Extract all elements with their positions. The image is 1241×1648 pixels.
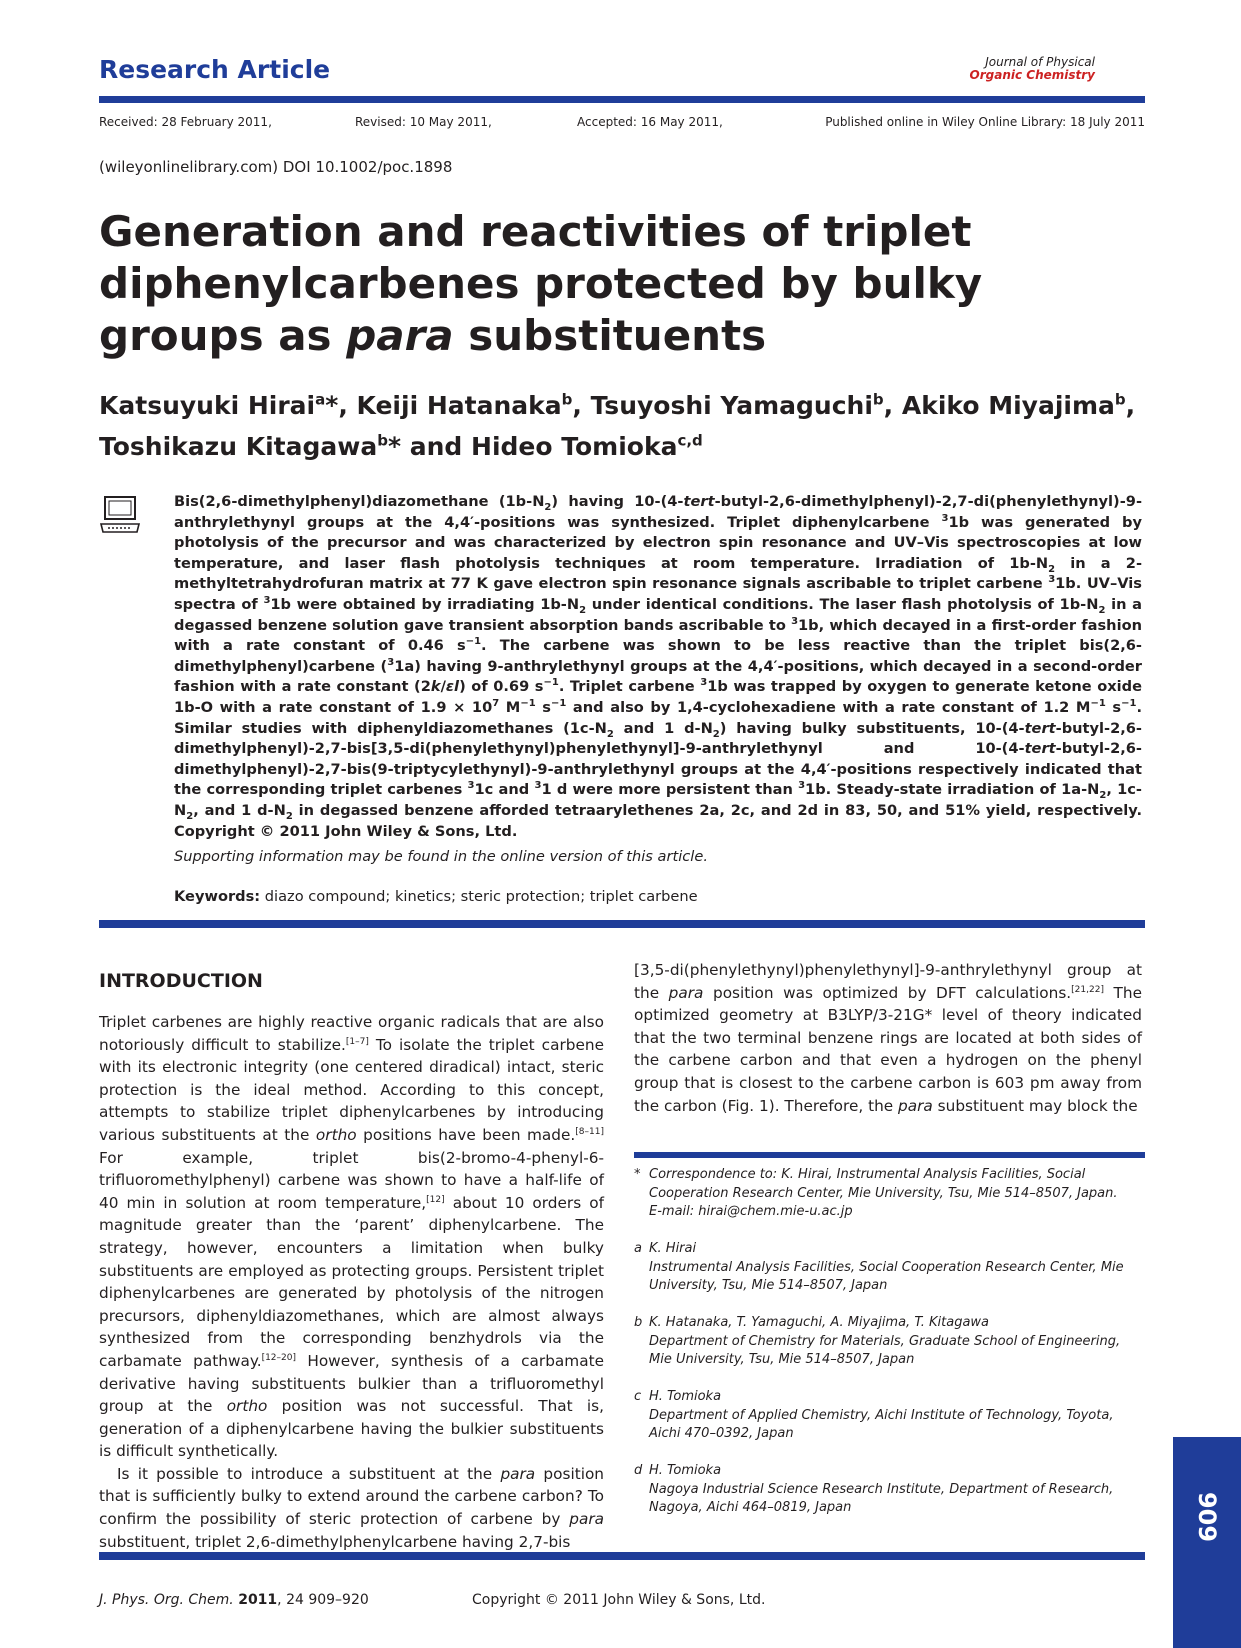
author: Katsuyuki Hirai$^a$*,	[99, 391, 357, 421]
abstract-rule	[99, 920, 1145, 928]
footnote	[634, 1388, 1144, 1444]
title-italic: para	[346, 311, 454, 360]
footnote	[634, 1166, 1144, 1222]
footer-journal: J. Phys. Org. Chem.	[99, 1592, 234, 1608]
section-heading: INTRODUCTION	[99, 970, 263, 992]
footnote-marker: c	[634, 1389, 642, 1404]
author-list	[99, 383, 1149, 464]
paragraph: Is it possible to introduce a substituent at the para position that is sufficiently bulky to extend around the carbene carbon? To confirm the possibility of steric protection of carbene by para substituent, triplet 2,6-dimethylphenylcarbene having 2,7-bis	[99, 1464, 604, 1551]
author: Hideo Tomioka$^{c,d}$	[471, 431, 703, 461]
footer-volume-pages: , 24 909–920	[277, 1592, 369, 1608]
footnote-marker: a	[634, 1241, 642, 1256]
title-part2: substituents	[453, 311, 767, 360]
supporting-info: Supporting information may be found in the online version of this article.	[174, 848, 708, 865]
footnote-text: H. Tomioka Department of Applied Chemistry, Aichi Institute of Technology, Toyota, Aichi 470–0392, Japan	[649, 1389, 1114, 1441]
keywords	[174, 888, 698, 905]
page-number-tab	[1173, 1437, 1241, 1648]
page-title	[99, 206, 1079, 362]
footnote-text: K. Hatanaka, T. Yamaguchi, A. Miyajima, T. Kitagawa Department of Chemistry for Materials, Graduate School of Engineering, Mie University, Tsu, Mie 514–8507, Japan	[649, 1315, 1121, 1367]
footnote	[634, 1314, 1144, 1370]
journal-logo-line1: Journal of Physical	[985, 55, 1095, 69]
section-label: Research Article	[99, 55, 331, 84]
paragraph: Triplet carbenes are highly reactive organic radicals that are also notoriously difficult to stabilize.[1–7] To isolate the triplet carbene with its electronic integrity (one centered diradical) intact, steric protection is the ideal method. According to this concept, attempts to stabilize triplet diphenylcarbenes by introducing various substituents at the ortho positions have been made.[8–11] For example, triplet bis(2-bromo-4-phenyl-6-trifluoromethylphenyl) carbene was shown to have a half-life of 40 min in solution at room temperature,[12] about 10 orders of magnitude greater than the ‘parent’ diphenylcarbene. The strategy, however, encounters a limitation when bulky substituents are employed as protecting groups. Persistent triplet diphenylcarbenes are generated by photolysis of the nitrogen precursors, diphenyldiazomethanes, which are almost always synthesized from the corresponding benzhydrols via the carbamate pathway.[12–20] However, synthesis of a carbamate derivative having substituents bulkier than a trifluoromethyl group at the ortho position was not successful. That is, generation of a diphenylcarbene having the bulkier substituents is difficult synthetically.	[99, 1013, 604, 1461]
author: Keiji Hatanaka$^b$,	[356, 391, 591, 421]
footnote	[634, 1240, 1144, 1296]
footnote-marker: d	[634, 1463, 643, 1478]
intro-left-column	[99, 1011, 604, 1553]
intro-right-column: [3,5-di(phenylethynyl)phenylethynyl]-9-anthrylethynyl group at the para position was optimized by DFT calculations.[21,22] The optimized geometry at B3LYP/3-21G* level of theory indicated that the two terminal benzene rings are located at both sides of the carbene carbon and that even a hydrogen on the phenyl group that is closest to the carbene carbon is 603 pm away from the carbon (Fig. 1). Therefore, the para substituent may block the	[634, 961, 1142, 1115]
keywords-label: Keywords:	[174, 888, 261, 905]
header-rule	[99, 96, 1145, 103]
footer-rule	[99, 1552, 1145, 1560]
author: Akiko Miyajima$^b$,	[901, 391, 1136, 421]
footnote-rule	[634, 1152, 1145, 1158]
received-date: Received: 28 February 2011,	[99, 115, 272, 129]
footer-citation	[99, 1592, 369, 1608]
doi: (wileyonlinelibrary.com) DOI 10.1002/poc.1898	[99, 158, 453, 176]
footnote-marker: *	[634, 1167, 641, 1182]
abstract-text: Bis(2,6-dimethylphenyl)diazomethane $(1b-N_2)$ having 10-(4-tert-butyl-2,6-dimethylphenyl)-2,7-di(phenylethynyl)-9-anthrylethynyl groups at the 4,4′-positions was synthesized. Triplet diphenylcarbene $^3$1b was generated by photolysis of the precursor and was characterized by electron spin resonance and UV–Vis spectroscopies at low temperature, and laser flash photolysis techniques at room temperature. Irradiation of $1b-N_2$ in a 2-methyltetrahydrofuran matrix at 77 K gave electron spin resonance signals ascribable to triplet carbene $^3$1b. UV–Vis spectra of $^3$1b were obtained by irradiating $1b-N_2$ under identical conditions. The laser flash photolysis of $1b-N_2$ in a degassed benzene solution gave transient absorption bands ascribable to $^3$1b, which decayed in a first-order fashion with a rate constant of 0.46 $s^{-1}$. The carbene was shown to be less reactive than the triplet bis(2,6-dimethylphenyl)carbene ($^3$1a) having 9-anthrylethynyl groups at the 4,4′-positions, which decayed in a second-order fashion with a rate constant (2k/εl) of 0.69 $s^{-1}$. Triplet carbene $^3$1b was trapped by oxygen to generate ketone oxide 1b-O with a rate constant of $1.9 \times 10^7$ $M^{-1}$ $s^{-1}$ and also by 1,4-cyclohexadiene with a rate constant of 1.2 $M^{-1}$ $s^{-1}$. Similar studies with diphenyldiazomethanes ($1c-N_2$ and 1 $d-N_2$) having bulky substituents, 10-(4-tert-butyl-2,6-dimethylphenyl)-2,7-bis[3,5-di(phenylethynyl)phenylethynyl]-9-anthrylethynyl and 10-(4-tert-butyl-2,6-dimethylphenyl)-2,7-bis(9-triptycylethynyl)-9-anthrylethynyl groups at the 4,4′-positions respectively indicated that the corresponding triplet carbenes $^3$1c and $^3$1 d were more persistent than $^3$1b. Steady-state irradiation of $1a-N_2$, $1c-N_2$, and 1 $d-N_2$ in degassed benzene afforded tetraarylethenes 2a, 2c, and 2d in 83, 50, and 51% yield, respectively. Copyright © 2011 John Wiley & Sons, Ltd.	[174, 493, 1142, 840]
footnote	[634, 1462, 1144, 1518]
keywords-list: diazo compound; kinetics; steric protection; triplet carbene	[264, 888, 698, 905]
footer-year: 2011	[238, 1592, 278, 1608]
footnote-text: H. Tomioka Nagoya Industrial Science Research Institute, Department of Research, Nagoya, Aichi 464–0819, Japan	[649, 1463, 1114, 1515]
title-part1: Generation and reactivities of triplet diphenylcarbenes protected by bulky groups as	[99, 207, 983, 360]
author: Tsuyoshi Yamaguchi$^b$,	[590, 391, 902, 421]
footnote-text: K. Hirai Instrumental Analysis Facilities, Social Cooperation Research Center, Mie University, Tsu, Mie 514–8507, Japan	[649, 1241, 1124, 1293]
author: Toshikazu Kitagawa$^b$* and	[99, 431, 472, 461]
page-number: 909	[1193, 1491, 1221, 1543]
footnote-text: Correspondence to: K. Hirai, Instrumental Analysis Facilities, Social Cooperation Research Center, Mie University, Tsu, Mie 514–8507, Japan. E-mail: hirai@chem.mie-u.ac.jp	[649, 1167, 1118, 1219]
footnote-marker: b	[634, 1315, 643, 1330]
journal-logo-line2: Organic Chemistry	[969, 68, 1095, 82]
computer-icon	[99, 496, 141, 536]
accepted-date: Accepted: 16 May 2011,	[577, 115, 723, 129]
published-date: Published online in Wiley Online Library: 18 July 2011	[825, 115, 1145, 129]
revised-date: Revised: 10 May 2011,	[355, 115, 492, 129]
footer-copyright: Copyright © 2011 John Wiley & Sons, Ltd.	[472, 1592, 766, 1608]
journal-logo	[970, 56, 1095, 82]
